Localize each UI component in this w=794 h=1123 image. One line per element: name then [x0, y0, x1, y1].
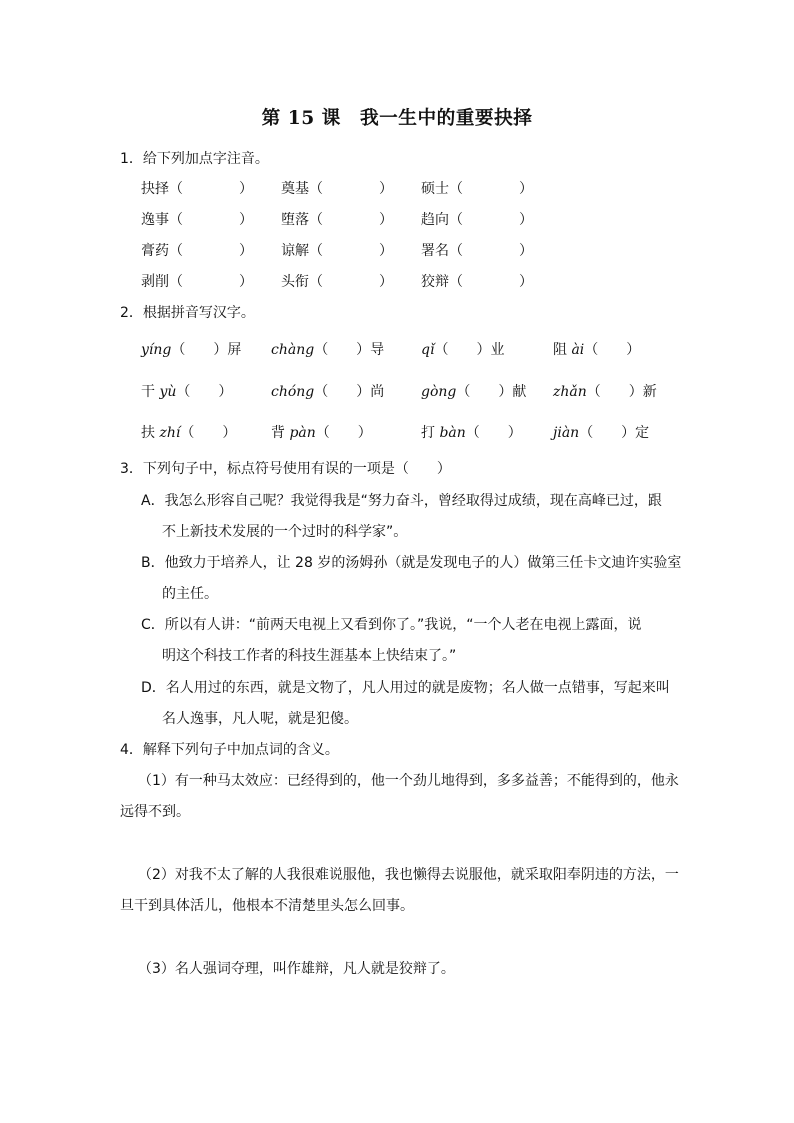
phonetic-item: 趋向（ ）	[421, 212, 533, 228]
pinyin-item: 干 yù（ ）	[141, 384, 233, 400]
phonetic-item: 膏药（ ）	[141, 243, 253, 259]
option-d-line1: D．名人用过的东西，就是文物了，凡人用过的就是废物；名人做一点错事，写起来叫	[141, 680, 670, 696]
question-1-heading: 1．给下列加点字注音。	[120, 151, 269, 167]
sentence-1-line1: （1）有一种马太效应：已经得到的，他一个劲儿地得到，多多益善；不能得到的，他永	[138, 773, 679, 789]
option-a-line2: 不上新技术发展的一个过时的科学家”。	[162, 524, 408, 540]
option-a-line1: A．我怎么形容自己呢？我觉得我是“努力奋斗，曾经取得过成绩，现在高峰已过，跟	[141, 493, 662, 509]
phonetic-item: 抉择（ ）	[141, 181, 253, 197]
phonetic-item: 硕士（ ）	[421, 181, 533, 197]
pinyin-item: yíng（ ）屏	[141, 342, 242, 358]
pinyin-item: jiàn（ ）定	[553, 425, 650, 441]
phonetic-item: 奠基（ ）	[281, 181, 393, 197]
pinyin-item: 打 bàn（ ）	[421, 425, 522, 441]
sentence-2-line2: 旦干到具体活儿，他根本不清楚里头怎么回事。	[120, 898, 414, 914]
sentence-3: （3）名人强词夺理，叫作雄辩，凡人就是狡辩了。	[138, 961, 455, 977]
pinyin-item: chàng（ ）导	[271, 342, 385, 358]
option-d-line2: 名人逸事，凡人呢，就是犯傻。	[162, 711, 358, 727]
pinyin-item: zhǎn（ ）新	[553, 384, 657, 400]
pinyin-item: chóng（ ）尚	[271, 384, 385, 400]
option-c-line1: C．所以有人讲：“前两天电视上又看到你了。”我说，“一个人老在电视上露面，说	[141, 617, 642, 633]
phonetic-item: 堕落（ ）	[281, 212, 393, 228]
question-2-heading: 2．根据拼音写汉字。	[120, 305, 255, 321]
question-4-heading: 4．解释下列句子中加点词的含义。	[120, 742, 339, 758]
page-title: 第 15 课 我一生中的重要抉择	[261, 107, 533, 129]
phonetic-item: 头衔（ ）	[281, 274, 393, 290]
pinyin-item: 扶 zhí（ ）	[141, 425, 237, 441]
option-b-line1: B．他致力于培养人，让 28 岁的汤姆孙（就是发现电子的人）做第三任卡文迪许实验室	[141, 555, 682, 571]
pinyin-item: qǐ（ ）业	[421, 342, 505, 358]
option-b-line2: 的主任。	[162, 586, 218, 602]
pinyin-item: 背 pàn（ ）	[271, 425, 372, 441]
phonetic-item: 署名（ ）	[421, 243, 533, 259]
phonetic-item: 狡辩（ ）	[421, 274, 533, 290]
question-3-heading: 3．下列句子中，标点符号使用有误的一项是（ ）	[120, 461, 451, 477]
phonetic-item: 剥削（ ）	[141, 274, 253, 290]
pinyin-item: gòng（ ）献	[421, 384, 527, 400]
option-c-line2: 明这个科技工作者的科技生涯基本上快结束了。”	[162, 648, 457, 664]
pinyin-item: 阻 ài（ ）	[553, 342, 641, 358]
sentence-2-line1: （2）对我不太了解的人我很难说服他，我也懒得去说服他，就采取阳奉阴违的方法，一	[138, 867, 679, 883]
phonetic-item: 逸事（ ）	[141, 212, 253, 228]
sentence-1-line2: 远得不到。	[120, 804, 190, 820]
phonetic-item: 谅解（ ）	[281, 243, 393, 259]
